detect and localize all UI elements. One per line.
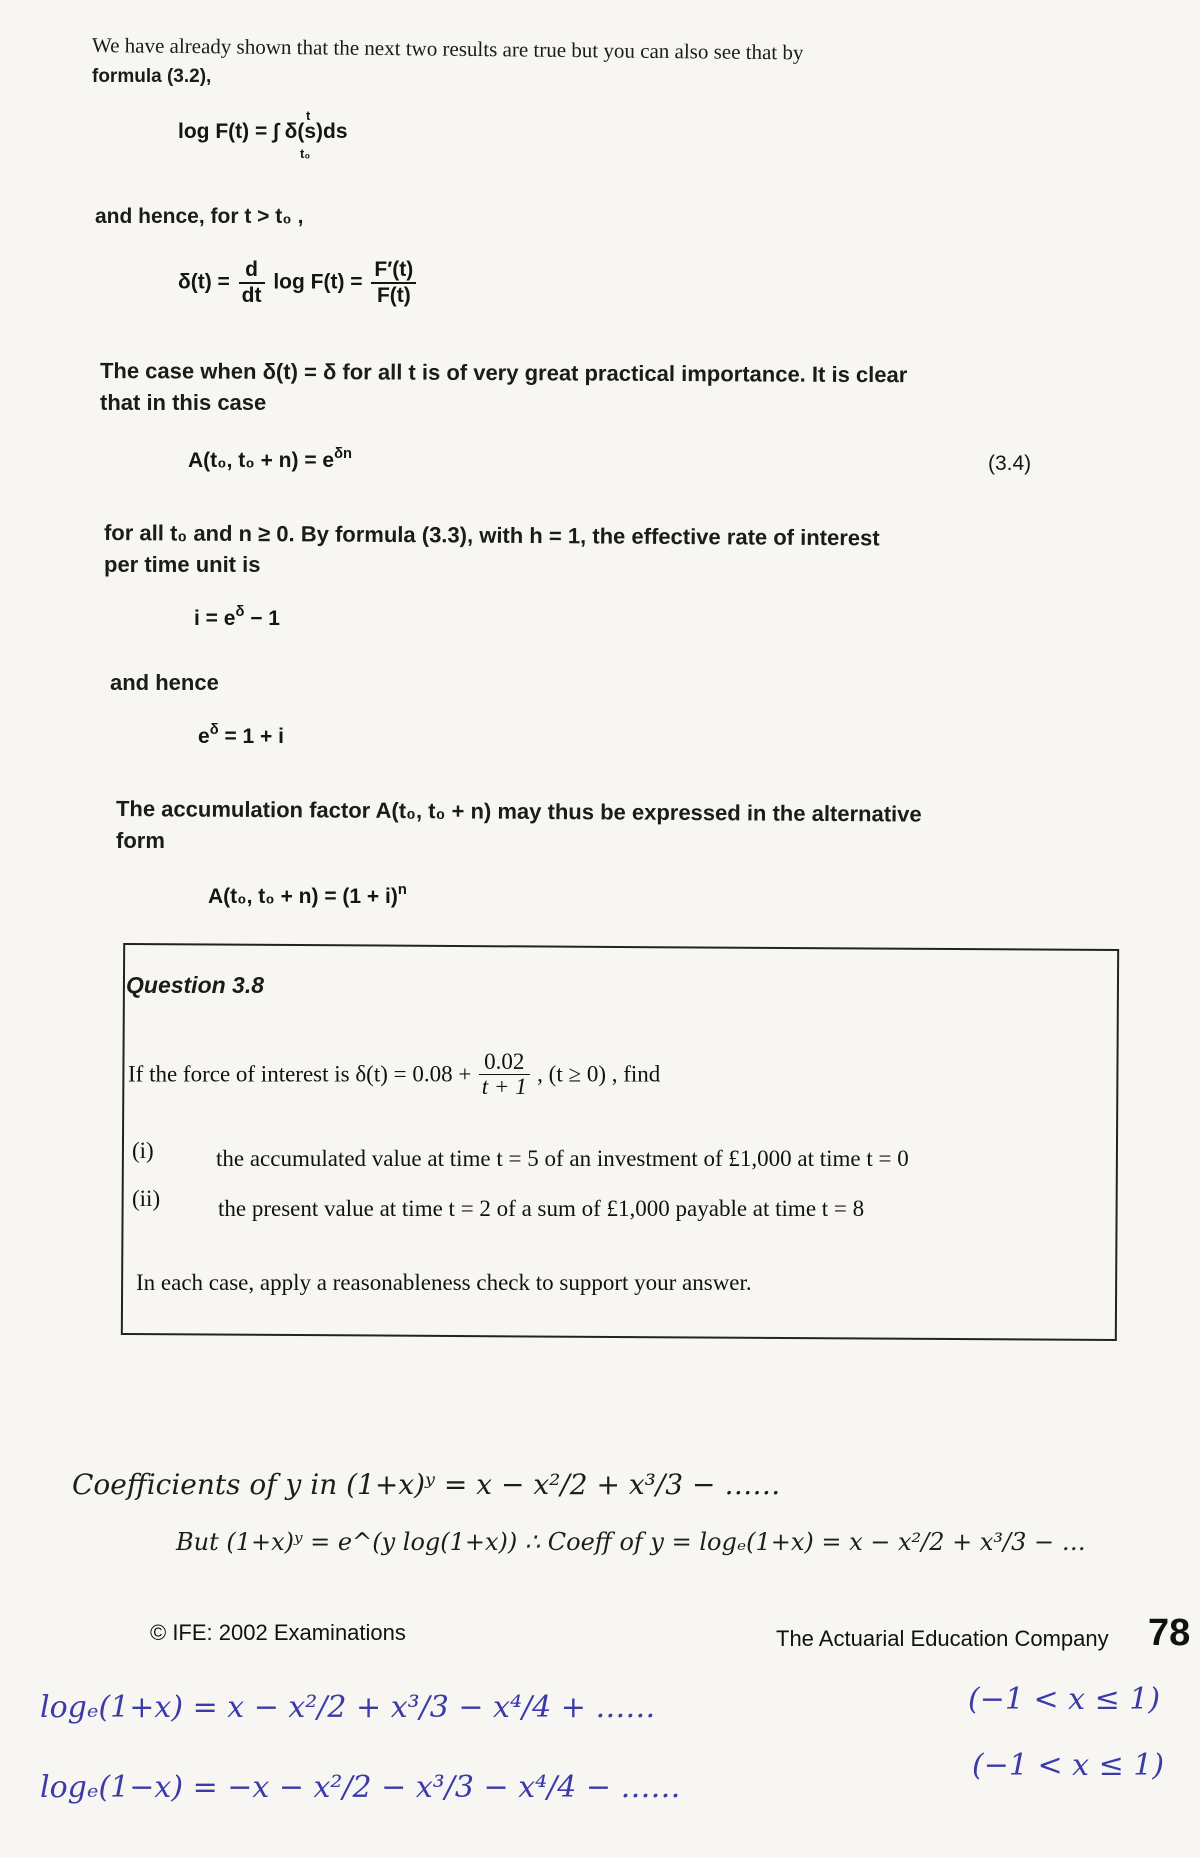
case-para-line-2: that in this case bbox=[100, 390, 267, 415]
equation-effective-rate-tail: − 1 bbox=[244, 606, 280, 630]
handwriting-line-1: Coefficients of y in (1+x)ʸ = x − x²/2 + x³/3 − …… bbox=[72, 1468, 781, 1501]
and-hence-for-t: and hence, for t > t₀ , bbox=[95, 205, 304, 228]
for-all-line-1: for all t₀ and n ≥ 0. By formula (3.3), with h = 1, the effective rate of interest bbox=[103, 520, 880, 551]
fraction-d-dt bbox=[239, 258, 265, 308]
intro-line-1: We have already shown that the next two results are true but you can also see that by bbox=[91, 33, 804, 65]
question-item-ii-label: (ii) bbox=[132, 1186, 161, 1211]
page-number: 78 bbox=[1148, 1612, 1191, 1654]
fraction-f-denominator: F(t) bbox=[376, 284, 411, 307]
handwriting-line-4: logₑ(1−x) = −x − x²/2 − x³/3 − x⁴/4 − …… bbox=[40, 1770, 681, 1805]
equation-e-delta bbox=[198, 722, 284, 749]
handwriting-line-2: But (1+x)ʸ = e^(y log(1+x)) ∴ Coeff of y = logₑ(1+x) = x − x²/2 + x³/3 − … bbox=[176, 1528, 1086, 1556]
equation-accumulation-exponent: δn bbox=[334, 446, 352, 462]
question-stem-suffix: , (t ≥ 0) , find bbox=[537, 1061, 661, 1087]
equation-alternative-form-text: A(t₀, t₀ + n) = (1 + i) bbox=[208, 884, 398, 908]
fraction-d-numerator: d bbox=[239, 258, 265, 284]
and-hence-label: and hence bbox=[110, 670, 219, 695]
question-stem-fraction bbox=[479, 1050, 530, 1099]
equation-effective-rate-exponent: δ bbox=[235, 604, 245, 620]
equation-log-integral-text: log F(t) = ∫ δ(s)ds bbox=[178, 120, 348, 143]
for-all-line-2: per time unit is bbox=[104, 552, 261, 577]
equation-accumulation bbox=[188, 446, 352, 473]
question-stem bbox=[128, 1050, 660, 1099]
fraction-f-numerator: F′(t) bbox=[371, 258, 416, 284]
fraction-f-prime-over-f bbox=[371, 258, 416, 308]
equation-alternative-form-exponent: n bbox=[397, 882, 407, 898]
question-item-i-text: the accumulated value at time t = 5 of an investment of £1,000 at time t = 0 bbox=[216, 1146, 909, 1171]
case-para-line-1: The case when δ(t) = δ for all t is of very great practical importance. It is clear bbox=[99, 358, 908, 388]
equation-delta-lhs: δ(t) = bbox=[178, 270, 230, 294]
equation-e-delta-base: e bbox=[198, 724, 210, 748]
handwriting-line-3: logₑ(1+x) = x − x²/2 + x³/3 − x⁴/4 + …… bbox=[40, 1690, 656, 1725]
accum-para-line-1: The accumulation factor A(t₀, t₀ + n) may thus be expressed in the alternative bbox=[115, 796, 922, 827]
question-stem-denominator: t + 1 bbox=[481, 1074, 527, 1099]
copyright-notice: © IFE: 2002 Examinations bbox=[150, 1620, 406, 1645]
handwriting-range-1: (−1 < x ≤ 1) bbox=[968, 1682, 1161, 1717]
accum-para-line-2: form bbox=[116, 828, 165, 853]
question-closing: In each case, apply a reasonableness check to support your answer. bbox=[136, 1270, 752, 1295]
question-stem-prefix: If the force of interest is δ(t) = 0.08 + bbox=[128, 1061, 472, 1087]
question-stem-numerator: 0.02 bbox=[479, 1050, 530, 1075]
question-item-ii-text: the present value at time t = 2 of a sum of £1,000 payable at time t = 8 bbox=[218, 1196, 865, 1221]
integral-upper-limit: t bbox=[306, 108, 311, 123]
question-title: Question 3.8 bbox=[126, 972, 265, 998]
equation-effective-rate bbox=[194, 604, 280, 631]
equation-effective-rate-text: i = e bbox=[194, 606, 236, 630]
equation-label-3-4: (3.4) bbox=[988, 452, 1032, 475]
integral-lower-limit: t₀ bbox=[300, 146, 311, 161]
equation-e-delta-exponent: δ bbox=[209, 722, 219, 738]
equation-log-integral bbox=[178, 120, 348, 144]
fraction-d-denominator: dt bbox=[241, 284, 262, 307]
equation-delta bbox=[178, 258, 419, 308]
intro-line-2: formula (3.2), bbox=[92, 66, 212, 87]
equation-e-delta-tail: = 1 + i bbox=[218, 724, 284, 748]
equation-delta-mid: log F(t) = bbox=[273, 270, 363, 294]
equation-accumulation-text: A(t₀, t₀ + n) = e bbox=[188, 448, 335, 472]
question-item-i-label: (i) bbox=[132, 1138, 154, 1163]
equation-alternative-form bbox=[208, 882, 407, 909]
handwriting-range-2: (−1 < x ≤ 1) bbox=[972, 1748, 1165, 1783]
company-name: The Actuarial Education Company bbox=[776, 1626, 1109, 1651]
